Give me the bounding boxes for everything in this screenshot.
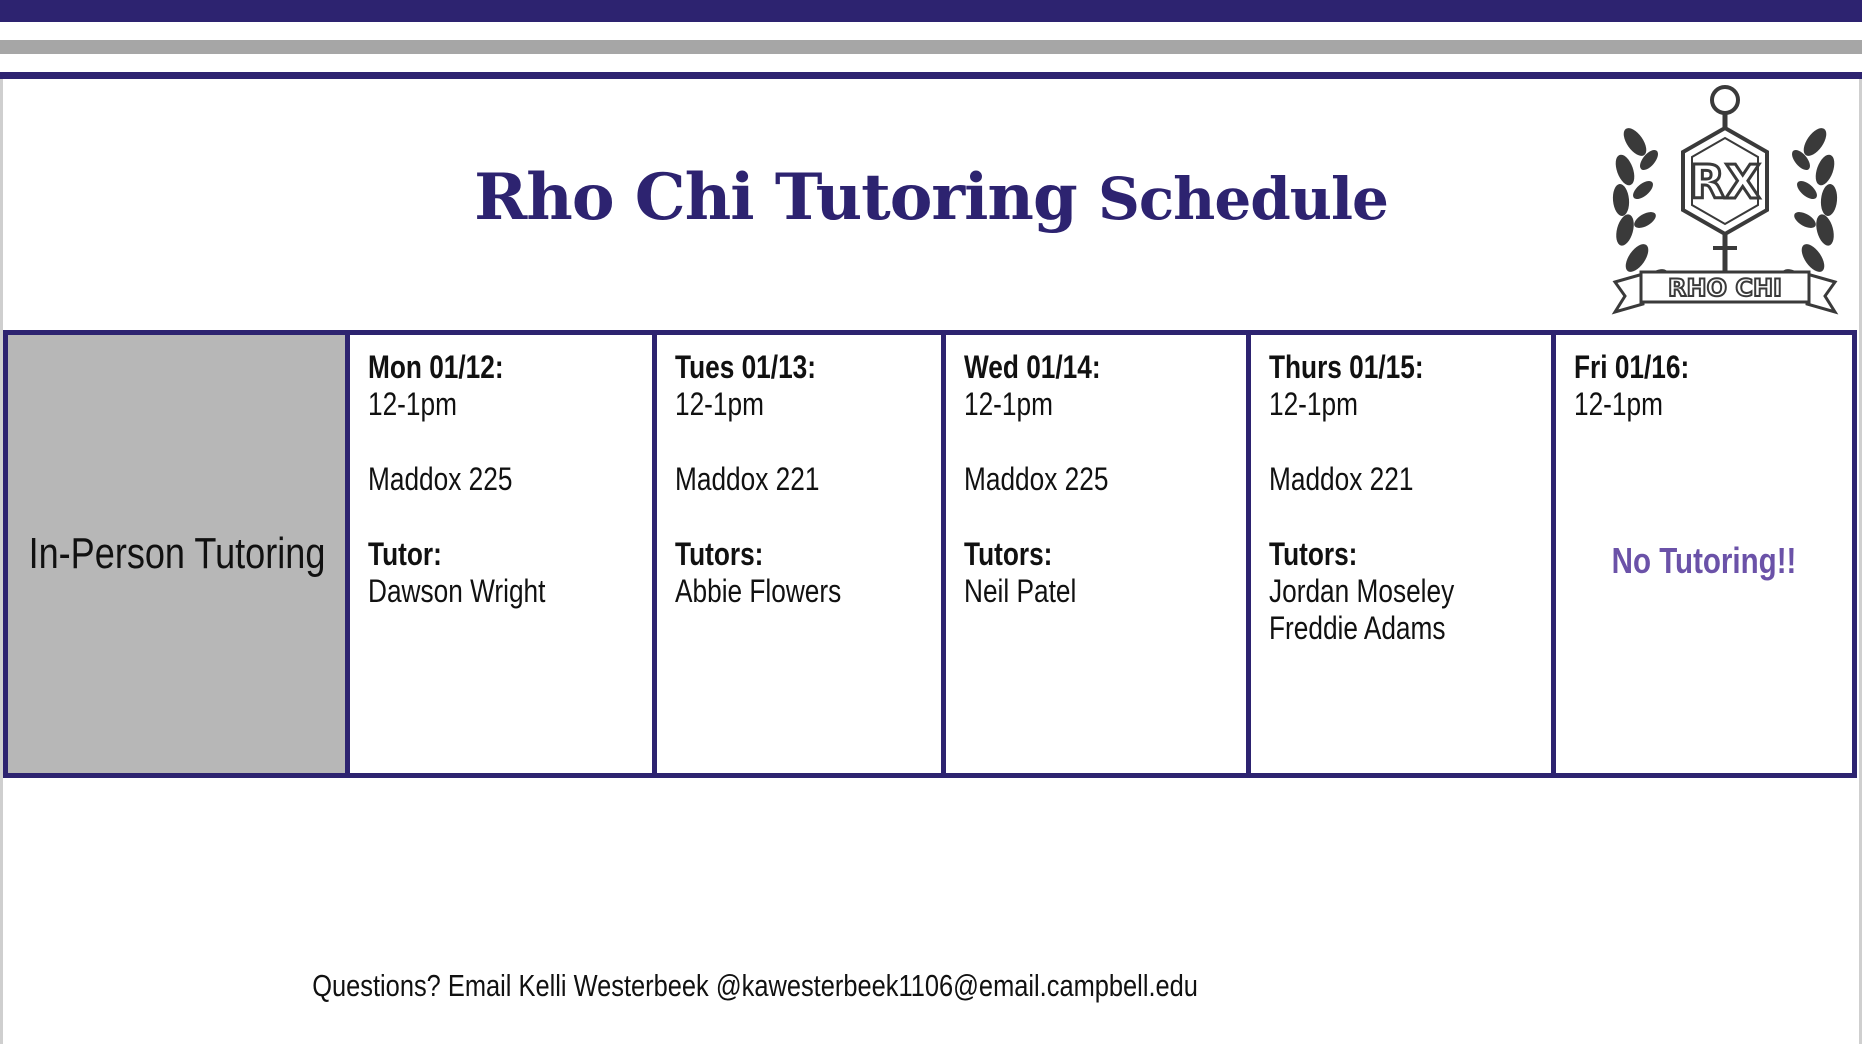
header-gray-bar: [0, 40, 1862, 54]
footer-text: Questions? Email Kelli Westerbeek @kawesterbeek1106@email.campbell.edu: [312, 968, 1198, 1003]
day-time: 12-1pm: [964, 386, 1053, 422]
tutor-label: Tutors:: [964, 536, 1053, 572]
day-location: Maddox 221: [1269, 461, 1414, 497]
day-cell-thursday: [1251, 335, 1556, 773]
laurel-right-icon: [1778, 124, 1838, 295]
day-time: 12-1pm: [1574, 386, 1663, 422]
schedule-table: [3, 330, 1857, 778]
tutor-name: Freddie Adams: [1269, 610, 1446, 646]
footer-contact: [0, 968, 1510, 1004]
logo-text: RHO CHI: [1668, 274, 1782, 302]
tutor-label: Tutor:: [368, 536, 442, 572]
logo-monogram: RX: [1689, 155, 1761, 209]
row-label: In-Person Tutoring: [28, 529, 325, 578]
tutor-label: Tutors:: [1269, 536, 1358, 572]
day-cell-tuesday: [657, 335, 946, 773]
day-location: Maddox 221: [675, 461, 820, 497]
laurel-left-icon: [1612, 124, 1672, 295]
tutor-name: Neil Patel: [964, 573, 1077, 609]
day-time: 12-1pm: [675, 386, 764, 422]
day-cell-wednesday: [946, 335, 1251, 773]
page-title: [0, 160, 1862, 235]
header-thin-bar: [0, 72, 1862, 79]
tutor-label: Tutors:: [675, 536, 764, 572]
tutor-name: Jordan Moseley: [1269, 573, 1455, 609]
row-label-cell: [8, 335, 350, 773]
day-location: Maddox 225: [964, 461, 1109, 497]
day-time: 12-1pm: [368, 386, 457, 422]
day-heading: Thurs 01/15:: [1269, 349, 1424, 385]
day-cell-monday: [350, 335, 657, 773]
title-sub: Schedule: [1097, 165, 1388, 233]
day-heading: Fri 01/16:: [1574, 349, 1690, 385]
day-heading: Mon 01/12:: [368, 349, 504, 385]
day-cell-friday: [1556, 335, 1852, 773]
tutor-name: Abbie Flowers: [675, 573, 842, 609]
title-main: Rho Chi Tutoring: [474, 160, 1077, 235]
day-location: Maddox 225: [368, 461, 513, 497]
day-heading: Tues 01/13:: [675, 349, 816, 385]
day-heading: Wed 01/14:: [964, 349, 1101, 385]
header-top-bar: [0, 0, 1862, 22]
tutor-name: Dawson Wright: [368, 573, 546, 609]
rho-chi-logo: [1605, 82, 1845, 322]
no-tutoring-note: No Tutoring!!: [1611, 540, 1797, 581]
day-time: 12-1pm: [1269, 386, 1358, 422]
